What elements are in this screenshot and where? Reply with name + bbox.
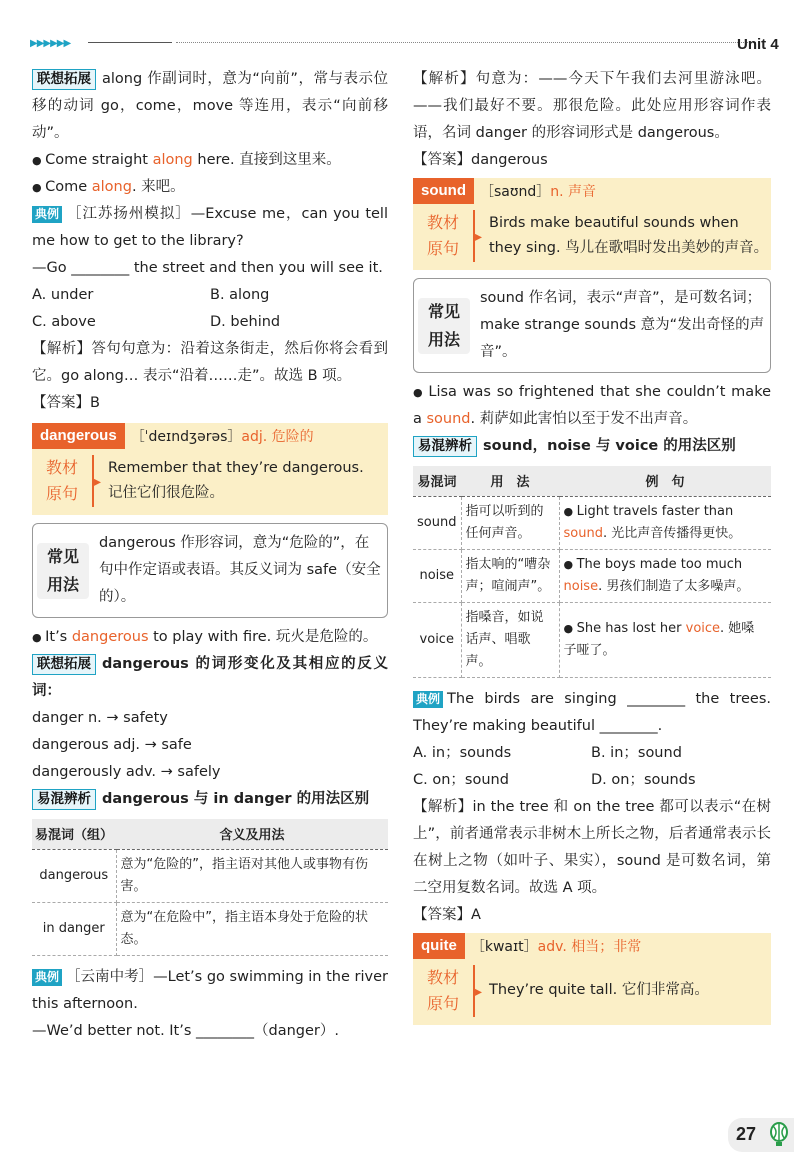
tag-extension: 联想拓展 xyxy=(32,69,96,90)
left-column xyxy=(32,66,388,1045)
exercise: 典例 ［江苏扬州模拟］—Excuse me，can you tell me how to get to the library? xyxy=(32,206,388,249)
answer: 【答案】dangerous xyxy=(413,152,548,168)
analysis: 【解析】答句句意为：沿着这条街走，然后你将会看到它。go along… 表示“沿着……走”。故选 B 项。 xyxy=(32,341,388,384)
usage-box: 常见 用法 sound 作名词，表示“声音”，是可数名词；make strange sounds 意为“发出奇怪的声音”。 xyxy=(413,278,771,373)
example-sentence: ● Come straight along here. 直接到这里来。 xyxy=(32,147,388,174)
word-form: dangerous adj. → safe xyxy=(32,737,192,753)
options-row: C. above D. behind xyxy=(32,314,281,330)
balloon-icon xyxy=(768,1122,790,1148)
exercise: 典例 ［云南中考］—Let’s go swimming in the river this afternoon. xyxy=(32,968,388,1012)
textbook-label: 教材 原句 ▸ xyxy=(32,455,94,507)
analysis: 【解析】in the tree 和 on the tree 都可以表示“在树上”，前者通常表示非树木上所长之物，后者通常表示长在树上之物（如叶子、果实），sound 是可数名词，第二空用复数名词。故选 A 项。 xyxy=(413,798,771,896)
exercise-line: —We’d better not. It’s ________（danger）. xyxy=(32,1022,339,1039)
analysis: 【解析】句意为：——今天下午我们去河里游泳吧。——我们最好不要。那很危险。此处应用形容词作表语，名词 danger 的形容词形式是 dangerous。 xyxy=(413,71,771,141)
word-name: dangerous xyxy=(32,423,125,449)
confusion-heading: 易混辨析 dangerous 与 in danger 的用法区别 xyxy=(32,786,388,813)
word-card-dangerous: dangerous ［ˈdeɪndʒərəs］adj. 危险的 教材 原句 ▸ Remember that they’re dangerous. 记住它们很危险。 xyxy=(32,423,388,515)
answer: 【答案】B xyxy=(32,395,100,411)
tag-example: 典例 xyxy=(32,206,62,223)
page-number: 27 xyxy=(736,1124,757,1144)
arrow-decoration-icon: ▶▶▶▶▶▶ xyxy=(30,38,71,49)
exercise-line: —Go ________ the street and then you will see it. xyxy=(32,260,383,276)
divider xyxy=(88,42,172,43)
confusion-table: 易混词 用 法 例 句 sound 指可以听到的任何声音。 ● Light travels faster than sound. 光比声音传播得更快。 noise 指太响的“嘈杂声；喧闹声”。 ● The boys made too much noise. 男孩们制造了太多噪声。 voice 指嗓音，如说话声、唱歌声。 ● She has lost her voice. 她嗓子哑了。 xyxy=(413,466,771,678)
divider xyxy=(176,42,756,43)
example-sentence: ● Come along. 来吧。 xyxy=(32,174,388,201)
header-rule xyxy=(30,38,730,52)
confusion-heading: 易混辨析 sound，noise 与 voice 的用法区别 xyxy=(413,433,771,460)
unit-label: Unit 4 xyxy=(737,36,779,53)
exercise: 典例 The birds are singing ________ the trees. They’re making beautiful ________. xyxy=(413,690,771,734)
word-form: danger n. → safety xyxy=(32,710,168,726)
word-card-quite: quite ［kwaɪt］adv. 相当；非常 教材 原句 ▸ They’re quite tall. 它们非常高。 xyxy=(413,933,771,1025)
options-row: A. under B. along xyxy=(32,287,270,303)
extension-note: 联想拓展 along 作副词时，意为“向前”，常与表示位移的动词 go，come，move 等连用，表示“向前移动”。 xyxy=(32,71,388,141)
example-sentence: ● Lisa was so frightened that she couldn’t make a sound. 莉萨如此害怕以至于发不出声音。 xyxy=(413,379,771,433)
confusion-table: 易混词（组） 含义及用法 dangerous 意为“危险的”，指主语对其他人或事物有伤害。 in danger 意为“在危险中”，指主语本身处于危险的状态。 xyxy=(32,819,388,956)
options-row: A. in；sounds B. in；sound xyxy=(413,744,682,761)
word-card-sound: sound ［saʊnd］n. 声音 教材 原句 ▸ Birds make beautiful sounds when they sing. 鸟儿在歌唱时发出美妙的声音。 xyxy=(413,178,771,270)
page-number-badge xyxy=(728,1118,794,1152)
answer: 【答案】A xyxy=(413,906,481,923)
extension-note: 联想拓展 dangerous 的词形变化及其相应的反义词： xyxy=(32,656,388,699)
usage-box: 常见 用法 dangerous 作形容词，意为“危险的”，在句中作定语或表语。其反义词为 safe（安全的）。 xyxy=(32,523,388,618)
word-form: dangerously adv. → safely xyxy=(32,764,221,780)
options-row: C. on；sound D. on；sounds xyxy=(413,771,696,788)
right-column xyxy=(413,66,771,1031)
example-sentence: ● It’s dangerous to play with fire. 玩火是危险的。 xyxy=(32,624,388,651)
